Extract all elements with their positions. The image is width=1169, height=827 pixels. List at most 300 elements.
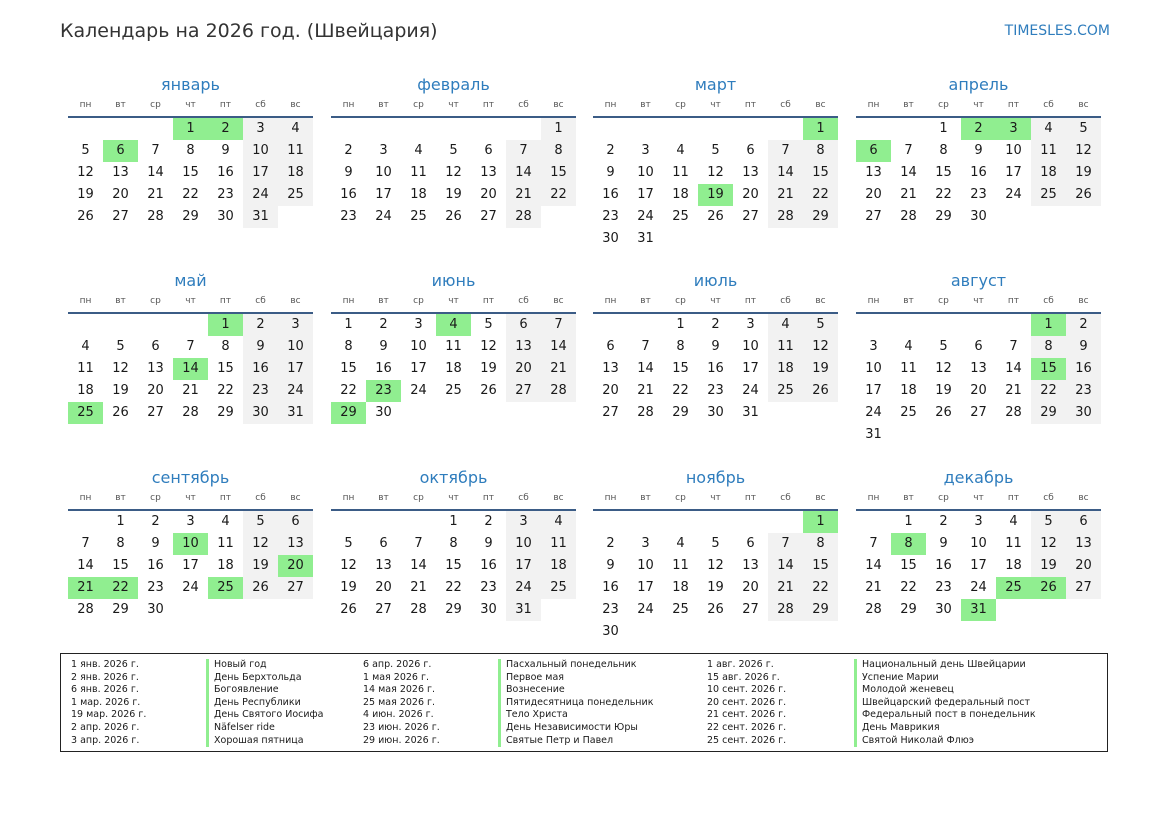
holiday-date: 1 мар. 2026 г.: [71, 696, 141, 708]
day-cell: 12: [112, 361, 129, 376]
day-cell: 17: [637, 187, 654, 202]
month-name: июль: [693, 271, 738, 290]
weekday-label: сб: [518, 100, 529, 110]
day-cell: 5: [344, 536, 353, 551]
day-cell: 15: [445, 558, 462, 573]
day-cell: 18: [278, 162, 313, 184]
empty-cell: [996, 599, 1031, 621]
day-cell: 4: [1009, 514, 1018, 529]
month-name: август: [950, 271, 1007, 290]
day-cell: 18: [768, 358, 803, 380]
holiday-day-cell: 1: [1031, 314, 1066, 336]
day-cell: 13: [742, 165, 759, 180]
day-cell: 20: [1066, 555, 1101, 577]
day-cell: 21: [768, 184, 803, 206]
holiday-name: День Берхтольда: [206, 672, 302, 685]
day-cell: 23: [480, 580, 497, 595]
holiday-day-cell: 14: [173, 358, 208, 380]
weekday-label: пт: [1007, 296, 1020, 306]
weekday-label: вт: [378, 296, 389, 306]
holiday-legend: [60, 653, 1108, 752]
month-2: [331, 72, 576, 228]
day-cell: 23: [1066, 380, 1101, 402]
day-cell: 3: [243, 118, 278, 140]
day-cell: 11: [900, 361, 917, 376]
day-cell: 7: [414, 536, 423, 551]
day-cell: 23: [243, 380, 278, 402]
weekday-label: чт: [710, 493, 721, 503]
empty-cell: [628, 118, 663, 140]
weekday-label: ср: [675, 296, 686, 306]
empty-cell: [891, 314, 926, 336]
day-cell: 3: [186, 514, 195, 529]
day-cell: 7: [81, 536, 90, 551]
empty-cell: [436, 402, 471, 424]
holiday-name: День Республики: [206, 697, 301, 710]
weekday-label: пт: [482, 296, 495, 306]
day-cell: 13: [112, 165, 129, 180]
day-cell: 11: [77, 361, 94, 376]
weekday-label: пн: [867, 100, 880, 110]
day-cell: 20: [506, 358, 541, 380]
day-cell: 18: [217, 558, 234, 573]
day-cell: 22: [217, 383, 234, 398]
day-cell: 16: [217, 165, 234, 180]
week-row: [856, 599, 1101, 621]
day-cell: 12: [1066, 140, 1101, 162]
weekday-label: сб: [1043, 100, 1054, 110]
day-cell: 7: [641, 339, 650, 354]
week-row: [68, 184, 313, 206]
day-cell: 22: [803, 577, 838, 599]
day-cell: 14: [541, 336, 576, 358]
week-row: [856, 206, 1101, 228]
empty-cell: [698, 228, 733, 250]
week-row: [68, 118, 313, 140]
weekday-header: [593, 491, 838, 511]
weekday-label: вс: [290, 100, 301, 110]
empty-cell: [593, 314, 628, 336]
day-cell: 5: [1066, 118, 1101, 140]
holiday-day-cell: 31: [961, 599, 996, 621]
weekday-label: пн: [867, 493, 880, 503]
week-row: [593, 118, 838, 140]
day-cell: 23: [147, 580, 164, 595]
empty-cell: [243, 599, 278, 621]
day-cell: 18: [672, 580, 689, 595]
day-cell: 31: [243, 206, 278, 228]
empty-cell: [698, 511, 733, 533]
weekday-label: ср: [413, 296, 424, 306]
day-cell: 11: [410, 165, 427, 180]
day-cell: 5: [81, 143, 90, 158]
day-cell: 25: [410, 209, 427, 224]
day-cell: 22: [340, 383, 357, 398]
empty-cell: [628, 314, 663, 336]
week-row: [856, 380, 1101, 402]
day-cell: 17: [375, 187, 392, 202]
day-cell: 23: [935, 580, 952, 595]
day-cell: 23: [340, 209, 357, 224]
weekday-label: вт: [903, 493, 914, 503]
month-name: ноябрь: [685, 468, 746, 487]
day-cell: 27: [742, 209, 759, 224]
week-row: [593, 380, 838, 402]
day-cell: 2: [606, 143, 615, 158]
holiday-name: Молодой женевец: [854, 684, 954, 697]
weekday-label: сб: [518, 296, 529, 306]
weekday-label: сб: [255, 100, 266, 110]
month-1: [68, 72, 313, 228]
week-row: [68, 358, 313, 380]
day-cell: 14: [637, 361, 654, 376]
day-cell: 7: [768, 140, 803, 162]
weekday-label: сб: [780, 296, 791, 306]
day-cell: 22: [935, 187, 952, 202]
day-cell: 6: [1066, 511, 1101, 533]
empty-cell: [436, 118, 471, 140]
day-cell: 4: [676, 536, 685, 551]
day-cell: 26: [480, 383, 497, 398]
day-cell: 9: [243, 336, 278, 358]
day-cell: 14: [1005, 361, 1022, 376]
day-cell: 21: [410, 580, 427, 595]
day-cell: 23: [707, 383, 724, 398]
day-cell: 14: [900, 165, 917, 180]
weekday-label: сб: [255, 296, 266, 306]
day-cell: 17: [182, 558, 199, 573]
day-cell: 8: [541, 140, 576, 162]
holiday-date: 2 апр. 2026 г.: [71, 721, 140, 733]
day-cell: 10: [506, 533, 541, 555]
holiday-date: 4 июн. 2026 г.: [363, 709, 434, 721]
day-cell: 15: [541, 162, 576, 184]
weekday-label: ср: [938, 296, 949, 306]
empty-cell: [768, 118, 803, 140]
holiday-day-cell: 8: [891, 533, 926, 555]
day-cell: 8: [1031, 336, 1066, 358]
holiday-day-cell: 1: [208, 314, 243, 336]
weekday-label: ср: [150, 493, 161, 503]
weekday-label: вт: [115, 296, 126, 306]
day-cell: 31: [865, 427, 882, 442]
day-cell: 1: [116, 514, 125, 529]
weekday-label: чт: [710, 296, 721, 306]
day-cell: 26: [707, 209, 724, 224]
day-cell: 10: [278, 336, 313, 358]
empty-cell: [628, 621, 663, 643]
week-row: [331, 599, 576, 621]
day-cell: 13: [970, 361, 987, 376]
day-cell: 25: [1031, 184, 1066, 206]
empty-cell: [471, 402, 506, 424]
week-row: [68, 599, 313, 621]
weekday-label: ср: [938, 100, 949, 110]
day-cell: 11: [445, 339, 462, 354]
empty-cell: [733, 228, 768, 250]
week-row: [68, 336, 313, 358]
day-cell: 19: [480, 361, 497, 376]
day-cell: 14: [865, 558, 882, 573]
day-cell: 3: [746, 317, 755, 332]
day-cell: 18: [1031, 162, 1066, 184]
day-cell: 11: [1005, 536, 1022, 551]
weekday-label: пн: [79, 100, 92, 110]
day-cell: 29: [672, 405, 689, 420]
day-cell: 14: [506, 162, 541, 184]
empty-cell: [173, 314, 208, 336]
week-row: [856, 555, 1101, 577]
week-row: [593, 511, 838, 533]
month-3: [593, 72, 838, 250]
day-cell: 30: [602, 231, 619, 246]
week-row: [331, 358, 576, 380]
holiday-day-cell: 3: [996, 118, 1031, 140]
day-cell: 10: [742, 339, 759, 354]
day-cell: 17: [278, 358, 313, 380]
empty-cell: [803, 621, 838, 643]
week-row: [593, 533, 838, 555]
weekday-label: пн: [342, 493, 355, 503]
holiday-date: 1 мая 2026 г.: [363, 671, 429, 683]
day-cell: 16: [1066, 358, 1101, 380]
day-cell: 26: [77, 209, 94, 224]
weekday-label: чт: [973, 296, 984, 306]
day-cell: 5: [449, 143, 458, 158]
week-row: [856, 424, 1101, 446]
week-row: [331, 184, 576, 206]
holiday-name: Вознесение: [498, 684, 565, 697]
week-row: [331, 118, 576, 140]
holiday-day-cell: 2: [208, 118, 243, 140]
empty-cell: [366, 118, 401, 140]
day-cell: 17: [506, 555, 541, 577]
day-cell: 16: [602, 580, 619, 595]
weekday-label: чт: [185, 100, 196, 110]
month-8: [856, 268, 1101, 446]
day-cell: 20: [865, 187, 882, 202]
empty-cell: [803, 402, 838, 424]
day-cell: 5: [803, 314, 838, 336]
week-row: [856, 184, 1101, 206]
week-row: [331, 511, 576, 533]
site-link[interactable]: TIMESLES.COM: [1004, 23, 1110, 39]
weekday-label: чт: [973, 493, 984, 503]
day-cell: 25: [900, 405, 917, 420]
day-cell: 8: [449, 536, 458, 551]
day-cell: 6: [506, 314, 541, 336]
day-cell: 28: [77, 602, 94, 617]
day-cell: 23: [602, 209, 619, 224]
day-cell: 27: [1066, 577, 1101, 599]
weekday-label: пт: [1007, 493, 1020, 503]
month-11: [593, 465, 838, 643]
day-cell: 12: [803, 336, 838, 358]
day-cell: 18: [445, 361, 462, 376]
holiday-day-cell: 15: [1031, 358, 1066, 380]
weekday-label: пн: [342, 296, 355, 306]
month-7: [593, 268, 838, 424]
day-cell: 28: [410, 602, 427, 617]
weekday-header: [856, 98, 1101, 118]
day-cell: 6: [974, 339, 983, 354]
holiday-day-cell: 23: [366, 380, 401, 402]
weekday-label: пн: [604, 493, 617, 503]
empty-cell: [68, 118, 103, 140]
day-cell: 30: [375, 405, 392, 420]
day-cell: 11: [672, 558, 689, 573]
week-row: [593, 140, 838, 162]
weekday-label: вт: [640, 296, 651, 306]
day-cell: 29: [112, 602, 129, 617]
week-row: [593, 162, 838, 184]
day-cell: 15: [935, 165, 952, 180]
day-cell: 19: [112, 383, 129, 398]
day-cell: 28: [1005, 405, 1022, 420]
empty-cell: [926, 314, 961, 336]
day-cell: 3: [379, 143, 388, 158]
holiday-name: День Святого Иосифа: [206, 709, 323, 722]
week-row: [68, 511, 313, 533]
day-cell: 27: [742, 602, 759, 617]
weekday-header: [593, 294, 838, 314]
day-cell: 4: [1031, 118, 1066, 140]
day-cell: 30: [970, 209, 987, 224]
day-cell: 9: [151, 536, 160, 551]
day-cell: 21: [1005, 383, 1022, 398]
weekday-label: пн: [604, 100, 617, 110]
day-cell: 8: [116, 536, 125, 551]
weekday-label: ср: [675, 493, 686, 503]
day-cell: 7: [768, 533, 803, 555]
day-cell: 13: [1066, 533, 1101, 555]
day-cell: 17: [243, 162, 278, 184]
day-cell: 22: [445, 580, 462, 595]
day-cell: 27: [112, 209, 129, 224]
day-cell: 19: [707, 580, 724, 595]
day-cell: 25: [278, 184, 313, 206]
day-cell: 30: [707, 405, 724, 420]
day-cell: 5: [243, 511, 278, 533]
day-cell: 16: [935, 558, 952, 573]
month-9: [68, 465, 313, 621]
holiday-name: Näfelser ride: [206, 722, 275, 735]
week-row: [593, 402, 838, 424]
week-row: [856, 511, 1101, 533]
day-cell: 8: [803, 533, 838, 555]
day-cell: 2: [379, 317, 388, 332]
holiday-day-cell: 1: [803, 511, 838, 533]
month-name: октябрь: [419, 468, 488, 487]
day-cell: 26: [340, 602, 357, 617]
day-cell: 12: [707, 165, 724, 180]
empty-cell: [401, 402, 436, 424]
day-cell: 15: [672, 361, 689, 376]
day-cell: 10: [637, 558, 654, 573]
day-cell: 28: [182, 405, 199, 420]
day-cell: 16: [375, 361, 392, 376]
empty-cell: [733, 511, 768, 533]
day-cell: 2: [711, 317, 720, 332]
day-cell: 12: [340, 558, 357, 573]
day-cell: 21: [900, 187, 917, 202]
day-cell: 29: [217, 405, 234, 420]
weekday-label: вт: [115, 493, 126, 503]
holiday-day-cell: 2: [961, 118, 996, 140]
month-name: сентябрь: [151, 468, 230, 487]
holiday-date: 10 сент. 2026 г.: [707, 684, 787, 696]
weekday-label: вс: [553, 296, 564, 306]
holiday-day-cell: 26: [1031, 577, 1066, 599]
week-row: [68, 162, 313, 184]
day-cell: 17: [865, 383, 882, 398]
week-row: [331, 314, 576, 336]
holiday-day-cell: 29: [331, 402, 366, 424]
day-cell: 30: [602, 624, 619, 639]
day-cell: 15: [182, 165, 199, 180]
day-cell: 29: [900, 602, 917, 617]
holiday-date: 6 янв. 2026 г.: [71, 684, 139, 696]
week-row: [593, 358, 838, 380]
day-cell: 1: [344, 317, 353, 332]
weekday-label: пт: [482, 100, 495, 110]
holiday-name: Пасхальный понедельник: [498, 659, 637, 672]
week-row: [331, 555, 576, 577]
day-cell: 26: [803, 380, 838, 402]
day-cell: 6: [379, 536, 388, 551]
week-row: [593, 206, 838, 228]
day-cell: 11: [217, 536, 234, 551]
week-row: [331, 380, 576, 402]
empty-cell: [593, 118, 628, 140]
week-row: [331, 533, 576, 555]
day-cell: 25: [672, 602, 689, 617]
weekday-label: вт: [378, 493, 389, 503]
day-cell: 8: [939, 143, 948, 158]
weekday-label: сб: [780, 100, 791, 110]
day-cell: 10: [410, 339, 427, 354]
weekday-label: пт: [219, 100, 232, 110]
empty-cell: [768, 228, 803, 250]
empty-cell: [68, 511, 103, 533]
day-cell: 5: [484, 317, 493, 332]
holiday-name: Хорошая пятница: [206, 735, 304, 748]
month-6: [331, 268, 576, 424]
day-cell: 10: [1005, 143, 1022, 158]
weekday-header: [856, 294, 1101, 314]
weekday-label: вт: [640, 100, 651, 110]
weekday-label: пт: [219, 296, 232, 306]
week-row: [856, 118, 1101, 140]
day-cell: 16: [147, 558, 164, 573]
empty-cell: [663, 118, 698, 140]
holiday-day-cell: 25: [68, 402, 103, 424]
day-cell: 24: [278, 380, 313, 402]
holiday-name: День Независимости Юры: [498, 722, 638, 735]
empty-cell: [1066, 424, 1101, 446]
day-cell: 27: [375, 602, 392, 617]
empty-cell: [996, 206, 1031, 228]
weekday-label: пт: [219, 493, 232, 503]
day-cell: 16: [243, 358, 278, 380]
day-cell: 24: [375, 209, 392, 224]
day-cell: 6: [151, 339, 160, 354]
day-cell: 15: [340, 361, 357, 376]
weekday-header: [593, 98, 838, 118]
weekday-label: вс: [553, 493, 564, 503]
weekday-header: [68, 491, 313, 511]
day-cell: 9: [344, 165, 353, 180]
